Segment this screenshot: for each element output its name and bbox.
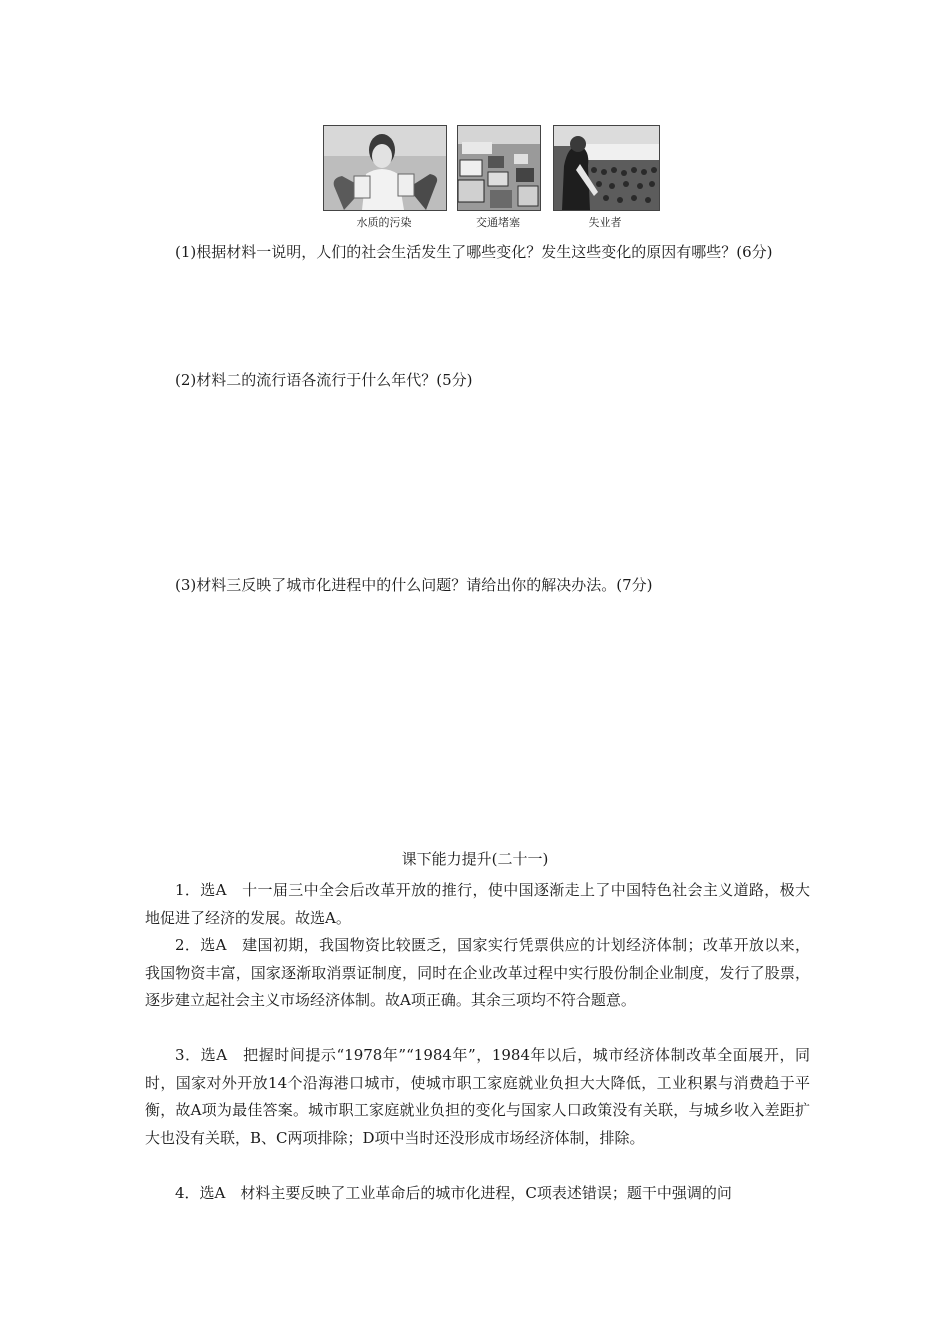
traffic-jam-photo — [457, 125, 541, 211]
section-title: 课下能力提升(二十一) — [401, 850, 549, 868]
answer-1: 1．选A 十一届三中全会后改革开放的推行，使中国逐渐走上了中国特色社会主义道路，极大地促进了经济的发展。故选A。 — [145, 881, 810, 927]
figure-caption: 交通堵塞 — [476, 216, 520, 229]
answer-3: 3．选A 把握时间提示“1978年”“1984年”，1984年以后，城市经济体制改革全面展开，同时，国家对外开放14个沿海港口城市，使城市职工家庭就业负担大大降低，工业积累与消费趋于平衡，故A项为最佳答案。城市职工家庭就业负担的变化与国家人口政策没有关联，与城乡收入差距扩大也没有关联，B、C两项排除；D项中当时还没形成市场经济体制，排除。 — [145, 1046, 810, 1147]
unemployed-photo — [553, 125, 660, 211]
answer-4: 4．选A 材料主要反映了工业革命后的城市化进程，C项表述错误；题干中强调的问 — [175, 1184, 732, 1202]
answer-2: 2．选A 建国初期，我国物资比较匮乏，国家实行凭票供应的计划经济体制；改革开放以来，我国物资丰富，国家逐渐取消票证制度，同时在企业改革过程中实行股份制企业制度，发行了股票，逐步建立起社会主义市场经济体制。故A项正确。其余三项均不符合题意。 — [145, 936, 810, 1009]
question-1: (1)根据材料一说明，人们的社会生活发生了哪些变化？发生这些变化的原因有哪些？(6分) — [175, 243, 773, 261]
water-pollution-photo — [323, 125, 447, 211]
question-2: (2)材料二的流行语各流行于什么年代？(5分) — [175, 371, 473, 389]
figure-caption: 失业者 — [588, 216, 622, 229]
question-3: (3)材料三反映了城市化进程中的什么问题？请给出你的解决办法。(7分) — [175, 576, 653, 594]
figure-caption: 水质的污染 — [356, 216, 412, 229]
